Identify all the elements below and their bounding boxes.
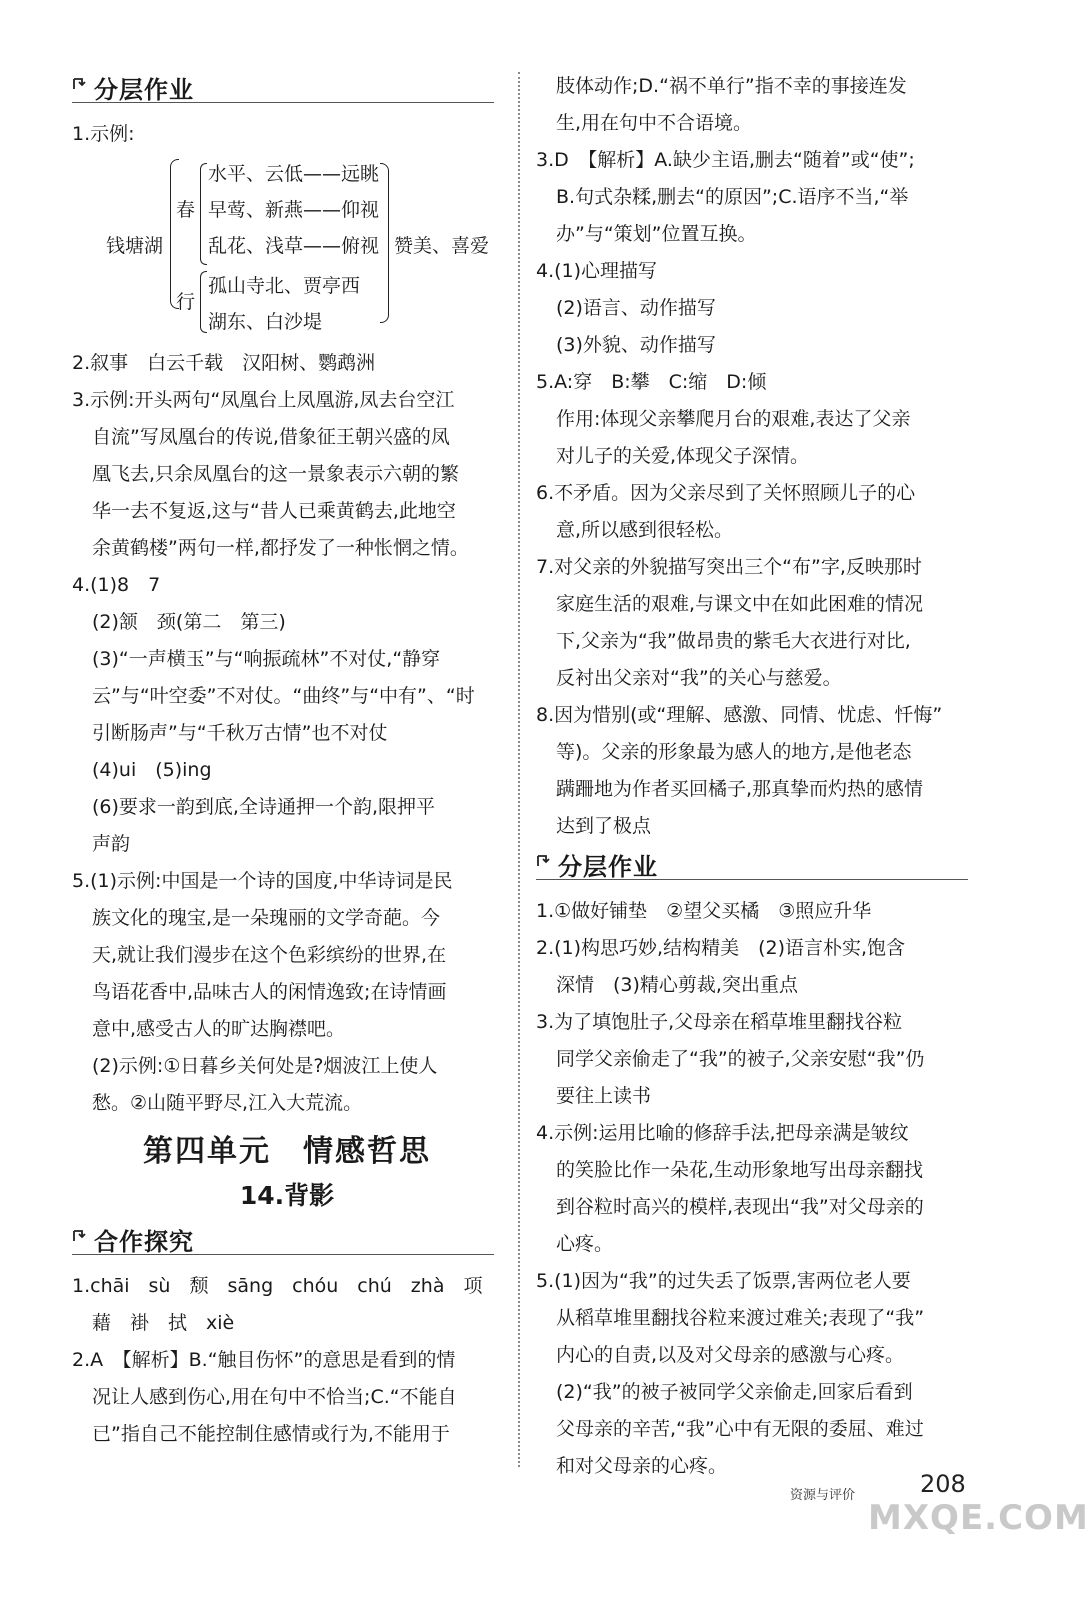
answer-line: 已”指自己不能控制住感情或行为,不能用于 (92, 1423, 450, 1445)
answer-line: 等)。父亲的形象最为感人的地方,是他老态 (556, 741, 912, 763)
answer-list (72, 1268, 502, 1453)
answer-line: 余黄鹤楼”两句一样,都抒发了一种怅惘之情。 (92, 537, 469, 559)
answer-line: 要往上读书 (556, 1085, 652, 1107)
section-title: 分层作业 (558, 853, 658, 881)
answer-line: 反衬出父亲对“我”的关心与慈爱。 (556, 667, 842, 689)
section-marker-icon (72, 1228, 90, 1244)
unit-title: 第四单元 情感哲思 (143, 1134, 431, 1169)
answer-line: 鸟语花香中,品味古人的闲情逸致;在诗情画 (92, 981, 447, 1003)
item-1-number: 1.示例: (72, 123, 135, 145)
section-title: 合作探究 (94, 1228, 194, 1256)
answer-line: 1.①做好铺垫 ②望父买橘 ③照应升华 (536, 900, 872, 922)
answer-line: 父母亲的辛苦,“我”心中有无限的委屈、难过 (556, 1418, 924, 1440)
diagram-row: 乱花、浅草——俯视 (208, 235, 380, 257)
answer-line: 深情 (3)精心剪裁,突出重点 (556, 974, 798, 996)
answer-line: (2)示例:①日暮乡关何处是?烟波江上使人 (92, 1055, 438, 1077)
answer-line: 4.(1)心理描写 (536, 260, 658, 282)
answer-line: 同学父亲偷走了“我”的被子,父亲安慰“我”仍 (556, 1048, 925, 1070)
answer-line: 藉 褂 拭 xiè (92, 1312, 235, 1334)
answer-line: 愁。②山随平野尽,江入大荒流。 (92, 1092, 363, 1114)
page-number: 208 (920, 1470, 966, 1498)
diagram-walk-row: 湖东、白沙堤 (208, 311, 323, 333)
bracket-right (380, 163, 389, 323)
lesson-title: 14.背影 (239, 1181, 335, 1210)
answer-line: (2)颔 颈(第二 第三) (92, 611, 286, 633)
diagram-root: 钱塘湖 (106, 235, 164, 257)
answer-line: 作用:体现父亲攀爬月台的艰难,表达了父亲 (556, 408, 911, 430)
answer-line: 引断肠声”与“千秋万古情”也不对仗 (92, 722, 388, 744)
answer-line: 办”与“策划”位置互换。 (556, 223, 757, 245)
section-rule (72, 1254, 494, 1255)
answer-line: 蹒跚地为作者买回橘子,那真挚而灼热的感情 (556, 778, 924, 800)
answer-line: 5.(1)因为“我”的过失丢了饭票,害两位老人要 (536, 1270, 911, 1292)
answer-line: 族文化的瑰宝,是一朵瑰丽的文学奇葩。今 (92, 907, 441, 929)
answer-list (72, 345, 502, 1122)
section-rule (536, 879, 968, 880)
structure-diagram (72, 159, 502, 341)
section-marker-icon (536, 853, 554, 869)
answer-line: (4)ui (5)ing (92, 759, 212, 781)
diagram-walk: 行 (176, 291, 196, 313)
right-column (536, 68, 976, 1485)
answer-line: 自流”写凤凰台的传说,借象征王朝兴盛的凤 (92, 426, 450, 448)
answer-line: 对儿子的关爱,体现父子深情。 (556, 445, 810, 467)
answer-line: 5.A:穿 B:攀 C:缩 D:倾 (536, 371, 767, 393)
answer-line: 华一去不复返,这与“昔人已乘黄鹤去,此地空 (92, 500, 456, 522)
answer-line: 达到了极点 (556, 815, 652, 837)
answer-line: 凰飞去,只余凤凰台的这一景象表示六朝的繁 (92, 463, 460, 485)
answer-list (536, 893, 976, 1485)
answer-line: 4.示例:运用比喻的修辞手法,把母亲满是皱纹 (536, 1122, 909, 1144)
answer-line: 5.(1)示例:中国是一个诗的国度,中华诗词是民 (72, 870, 453, 892)
answer-line: 和对父母亲的心疼。 (556, 1455, 728, 1477)
answer-line: (2)“我”的被子被同学父亲偷走,回家后看到 (556, 1381, 913, 1403)
answer-line: 内心的自责,以及对父母亲的感激与心疼。 (556, 1344, 905, 1366)
answer-line: 7.对父亲的外貌描写突出三个“布”字,反映那时 (536, 556, 922, 578)
section-marker-icon (72, 76, 90, 92)
answer-line: B.句式杂糅,删去“的原因”;C.语序不当,“举 (556, 186, 909, 208)
answer-line: 2.叙事 白云千载 汉阳树、鹦鹉洲 (72, 352, 376, 374)
section-heading (72, 70, 502, 106)
answer-line: 肢体动作;D.“祸不单行”指不幸的事接连发 (556, 75, 907, 97)
answer-line: (3)“一声横玉”与“响振疏林”不对仗,“静穿 (92, 648, 441, 670)
left-column (72, 68, 502, 1453)
answer-line: 1.chāi sù 颓 sāng chóu chú zhà 项 (72, 1275, 483, 1297)
watermark: MXQE.COM (868, 1498, 1089, 1538)
answer-line: 生,用在句中不合语境。 (556, 112, 753, 134)
answer-line: 2.(1)构思巧妙,结构精美 (2)语言朴实,饱含 (536, 937, 906, 959)
section-rule (72, 102, 494, 103)
answer-line: 云”与“叶空委”不对仗。“曲终”与“中有”、“时 (92, 685, 475, 707)
answer-line: 的笑脸比作一朵花,生动形象地写出母亲翻找 (556, 1159, 924, 1181)
answer-line: 天,就让我们漫步在这个色彩缤纷的世界,在 (92, 944, 447, 966)
answer-line: 到谷粒时高兴的模样,表现出“我”对父母亲的 (556, 1196, 924, 1218)
answer-line: 从稻草堆里翻找谷粒来渡过难关;表现了“我” (556, 1307, 925, 1329)
answer-line: 意中,感受古人的旷达胸襟吧。 (92, 1018, 346, 1040)
answer-line: (6)要求一韵到底,全诗通押一个韵,限押平 (92, 796, 435, 818)
answer-line: 4.(1)8 7 (72, 574, 161, 596)
answer-line: (2)语言、动作描写 (556, 297, 716, 319)
answer-line: 3.为了填饱肚子,父母亲在稻草堆里翻找谷粒 (536, 1011, 903, 1033)
column-divider (518, 72, 520, 1467)
answer-line: 意,所以感到很轻松。 (556, 519, 734, 541)
answer-line: 家庭生活的艰难,与课文中在如此困难的情况 (556, 593, 924, 615)
answer-line: 3.D 【解析】A.缺少主语,删去“随着”或“使”; (536, 149, 915, 171)
diagram-walk-row: 孤山寺北、贾亭西 (208, 275, 361, 297)
answer-line: (3)外貌、动作描写 (556, 334, 716, 356)
diagram-spring: 春 (176, 199, 196, 221)
answer-line: 下,父亲为“我”做昂贵的紫毛大衣进行对比, (556, 630, 911, 652)
section-heading (72, 1222, 502, 1258)
answer-line: 3.示例:开头两句“凤凰台上凤凰游,凤去台空江 (72, 389, 455, 411)
answer-list (536, 68, 976, 845)
answer-line: 况让人感到伤心,用在句中不恰当;C.“不能自 (92, 1386, 457, 1408)
section-title: 分层作业 (94, 76, 194, 104)
diagram-result: 赞美、喜爱 (394, 235, 490, 257)
section-heading (536, 847, 976, 883)
answer-line: 2.A 【解析】B.“触目伤怀”的意思是看到的情 (72, 1349, 456, 1371)
answer-line: 8.因为惜别(或“理解、感激、同情、忧虑、忏悔” (536, 704, 943, 726)
footer-label: 资源与评价 (790, 1488, 856, 1503)
answer-line: 6.不矛盾。因为父亲尽到了关怀照顾儿子的心 (536, 482, 916, 504)
answer-line: 声韵 (92, 833, 131, 855)
diagram-row: 水平、云低——远眺 (208, 163, 380, 185)
diagram-row: 早莺、新燕——仰视 (208, 199, 380, 221)
bracket-walk (200, 271, 207, 333)
answer-line: 心疼。 (556, 1233, 614, 1255)
bracket-spring (200, 163, 207, 265)
